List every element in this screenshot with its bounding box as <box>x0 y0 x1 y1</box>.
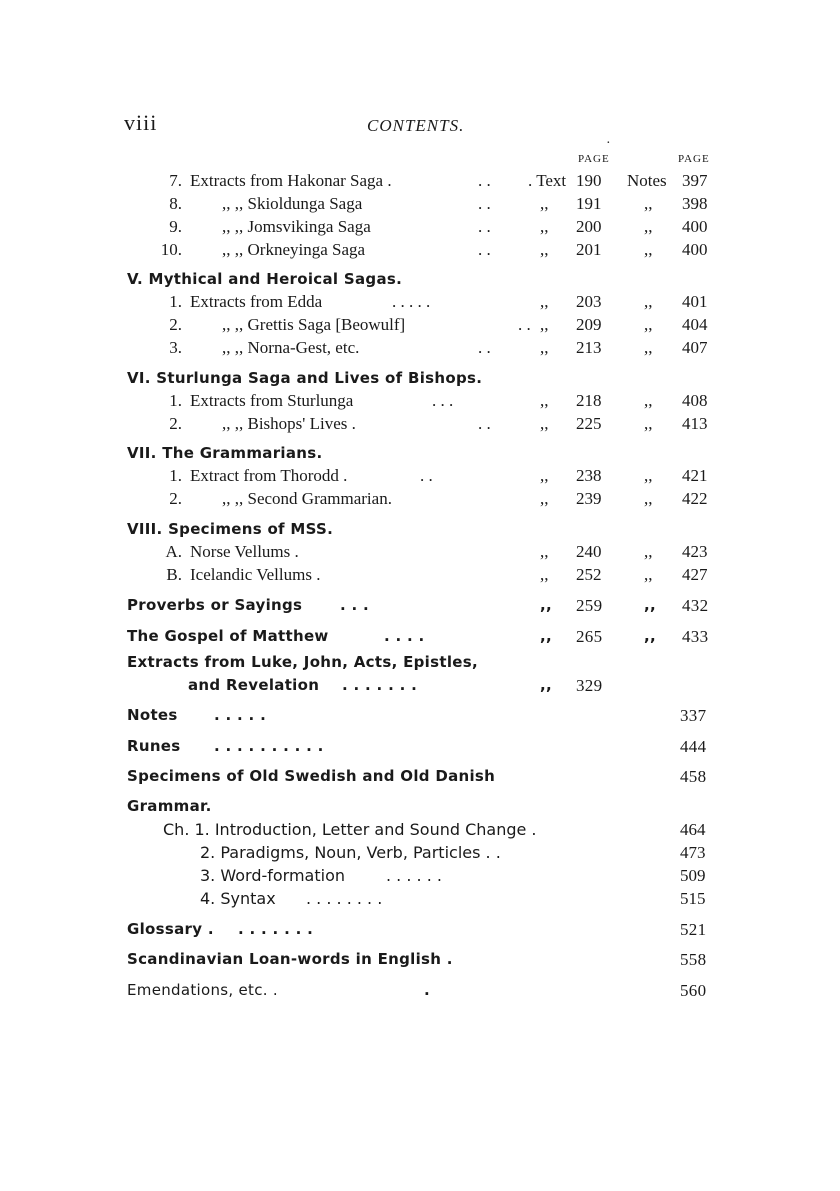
dot-leader: . . <box>518 315 531 334</box>
notes-page-number: 407 <box>682 338 708 357</box>
dot-leader: . . . . . <box>214 706 267 724</box>
ditto-mark: ,, <box>644 315 653 334</box>
toc-row <box>0 466 840 490</box>
ditto-mark: ,, <box>540 489 549 508</box>
dot-leader: . . <box>478 240 491 259</box>
text-page-number: 213 <box>576 338 602 357</box>
entry-number: 1. <box>169 391 182 410</box>
toc-row <box>0 171 840 195</box>
text-page-number: 218 <box>576 391 602 410</box>
entry-title: Extracts from Hakonar Saga . <box>190 171 392 190</box>
ditto-mark: ,, <box>644 542 653 561</box>
ditto-mark: ,, <box>644 391 653 410</box>
entry-title: Extracts from Luke, John, Acts, Epistles, <box>127 653 478 671</box>
page-number: 515 <box>680 889 706 908</box>
section-heading <box>0 444 840 468</box>
toc-row <box>0 843 840 867</box>
toc-row <box>0 820 840 844</box>
toc-row <box>0 315 840 339</box>
dot-leader: . . . . . . . <box>238 920 314 938</box>
ditto-mark: ,, <box>644 596 656 614</box>
text-page-number: 201 <box>576 240 602 259</box>
dot-leader: . . . <box>340 596 370 614</box>
ditto-mark: ,, <box>540 217 549 236</box>
toc-row <box>0 767 840 791</box>
ditto-mark: ,, <box>540 292 549 311</box>
dot-leader: . . <box>478 171 491 190</box>
text-page-number: 238 <box>576 466 602 485</box>
toc-row <box>0 889 840 913</box>
page-number: 458 <box>680 767 707 786</box>
dot-leader: . . . <box>432 391 454 410</box>
stray-mark: · <box>606 136 611 151</box>
toc-row <box>0 338 840 362</box>
notes-page-number: 397 <box>682 171 708 190</box>
notes-page-number: 427 <box>682 565 708 584</box>
entry-title: Norse Vellums . <box>190 542 299 561</box>
page-number: 521 <box>680 920 707 939</box>
dot-leader: . . <box>478 217 491 236</box>
ditto-mark: ,, <box>644 240 653 259</box>
entry-title: 2. Paradigms, Noun, Verb, Particles . . <box>200 843 501 862</box>
section-title: VIII. Specimens of MSS. <box>127 520 334 538</box>
ditto-mark: ,, <box>540 414 549 433</box>
text-page-number: 190 <box>576 171 602 190</box>
toc-row <box>0 866 840 890</box>
entry-title: Specimens of Old Swedish and Old Danish <box>127 767 496 785</box>
toc-row <box>0 194 840 218</box>
dot-leader: . . . . . <box>392 292 431 311</box>
ditto-mark: ,, <box>540 596 552 614</box>
toc-row <box>0 489 840 513</box>
notes-page-number: 422 <box>682 489 708 508</box>
page-number: 560 <box>680 981 707 1000</box>
ditto-mark: ,, <box>540 240 549 259</box>
ditto-mark: ,, <box>540 466 549 485</box>
notes-page-number: 433 <box>682 627 709 646</box>
ditto-mark: ,, <box>540 627 552 645</box>
notes-page-number: 398 <box>682 194 708 213</box>
section-heading <box>0 797 840 821</box>
ditto-mark: ,, <box>644 194 653 213</box>
ditto-mark: ,, <box>540 676 552 694</box>
notes-page-number: 423 <box>682 542 708 561</box>
entry-title: and Revelation <box>188 676 320 694</box>
section-title: Grammar. <box>127 797 212 815</box>
text-page-number: 203 <box>576 292 602 311</box>
entry-title: Proverbs or Sayings <box>127 596 303 614</box>
dot-leader: . . <box>478 194 491 213</box>
toc-row <box>0 737 840 761</box>
ditto-mark: ,, <box>644 338 653 357</box>
section-heading <box>0 520 840 544</box>
text-page-number: 259 <box>576 596 603 615</box>
ditto-mark: ,, <box>644 217 653 236</box>
entry-number: 10. <box>160 240 182 259</box>
notes-page-column-header: PAGE <box>678 153 710 165</box>
text-page-number: 191 <box>576 194 602 213</box>
text-page-number: 329 <box>576 676 603 695</box>
entry-title: 4. Syntax <box>200 889 276 908</box>
notes-page-number: 400 <box>682 217 708 236</box>
entry-title: Runes <box>127 737 181 755</box>
ditto-mark: ,, <box>540 315 549 334</box>
text-label: . Text <box>528 171 567 190</box>
entry-number: 2. <box>169 489 182 508</box>
entry-title: ,, ,, Grettis Saga [Beowulf] <box>222 315 406 334</box>
entry-number: 8. <box>169 194 182 213</box>
ditto-mark: ,, <box>540 542 549 561</box>
section-title: V. Mythical and Heroical Sagas. <box>127 270 403 288</box>
running-head: CONTENTS. <box>367 116 465 135</box>
dot-leader: . . . . . . <box>386 866 442 885</box>
toc-row <box>0 391 840 415</box>
ditto-mark: ,, <box>644 489 653 508</box>
dot-leader: . . . . . . . . . . <box>214 737 324 755</box>
entry-number: 3. <box>169 338 182 357</box>
notes-page-number: 408 <box>682 391 708 410</box>
page-number: 444 <box>680 737 707 756</box>
notes-page-number: 401 <box>682 292 708 311</box>
page-number: 464 <box>680 820 706 839</box>
ditto-mark: ,, <box>540 194 549 213</box>
toc-row <box>0 414 840 438</box>
section-title: VII. The Grammarians. <box>127 444 323 462</box>
toc-row <box>0 627 840 651</box>
entry-title: ,, ,, Second Grammarian. <box>222 489 392 508</box>
page-number: 509 <box>680 866 706 885</box>
dot-leader: . . . . <box>384 627 425 645</box>
entry-title: Notes <box>127 706 178 724</box>
entry-title: Emendations, etc. . <box>127 981 278 999</box>
entry-number: 1. <box>169 466 182 485</box>
dot-leader: . . . . . . . . <box>306 889 383 908</box>
entry-number: 2. <box>169 315 182 334</box>
entry-title: The Gospel of Matthew <box>127 627 329 645</box>
entry-title: Ch. 1. Introduction, Letter and Sound Change . <box>163 820 537 839</box>
entry-title: Extract from Thorodd . <box>190 466 348 485</box>
toc-row <box>0 706 840 730</box>
toc-row <box>0 565 840 589</box>
ditto-mark: ,, <box>644 466 653 485</box>
notes-page-number: 421 <box>682 466 708 485</box>
ditto-mark: ,, <box>540 338 549 357</box>
notes-page-number: 400 <box>682 240 708 259</box>
entry-number: A. <box>165 542 182 561</box>
dot-leader: . <box>424 981 430 999</box>
toc-row <box>0 920 840 944</box>
toc-row <box>0 981 840 1005</box>
notes-label: Notes <box>627 171 667 190</box>
ditto-mark: ,, <box>644 414 653 433</box>
ditto-mark: ,, <box>540 391 549 410</box>
entry-number: 9. <box>169 217 182 236</box>
page-number: 473 <box>680 843 706 862</box>
entry-title: Extracts from Edda <box>190 292 323 311</box>
entry-title: Scandinavian Loan-words in English . <box>127 950 453 968</box>
toc-row <box>0 292 840 316</box>
toc-row <box>0 653 840 677</box>
text-page-column-header: PAGE <box>578 153 610 165</box>
entry-number: B. <box>166 565 182 584</box>
toc-row <box>0 950 840 974</box>
entry-title: ,, ,, Norna-Gest, etc. <box>222 338 360 357</box>
notes-page-number: 432 <box>682 596 709 615</box>
text-page-number: 265 <box>576 627 603 646</box>
page-number: 337 <box>680 706 707 725</box>
entry-title: ,, ,, Skioldunga Saga <box>222 194 363 213</box>
entry-title: ,, ,, Bishops' Lives . <box>222 414 356 433</box>
entry-title: Extracts from Sturlunga <box>190 391 354 410</box>
toc-row <box>0 542 840 566</box>
entry-title: Glossary . <box>127 920 214 938</box>
text-page-number: 252 <box>576 565 602 584</box>
section-heading <box>0 270 840 294</box>
entry-title: 3. Word-formation <box>200 866 346 885</box>
text-page-number: 239 <box>576 489 602 508</box>
page-number: 558 <box>680 950 707 969</box>
section-heading <box>0 369 840 393</box>
notes-page-number: 404 <box>682 315 708 334</box>
toc-row <box>0 217 840 241</box>
toc-row <box>0 240 840 264</box>
dot-leader: . . <box>478 414 491 433</box>
notes-page-number: 413 <box>682 414 708 433</box>
text-page-number: 200 <box>576 217 602 236</box>
ditto-mark: ,, <box>644 565 653 584</box>
dot-leader: . . <box>478 338 491 357</box>
entry-title: Icelandic Vellums . <box>190 565 321 584</box>
page-folio: viii <box>124 110 158 135</box>
toc-row <box>0 596 840 620</box>
entry-title: ,, ,, Jomsvikinga Saga <box>222 217 371 236</box>
text-page-number: 209 <box>576 315 602 334</box>
ditto-mark: ,, <box>644 292 653 311</box>
entry-number: 2. <box>169 414 182 433</box>
text-page-number: 225 <box>576 414 602 433</box>
section-title: VI. Sturlunga Saga and Lives of Bishops. <box>127 369 483 387</box>
text-page-number: 240 <box>576 542 602 561</box>
ditto-mark: ,, <box>540 565 549 584</box>
entry-number: 1. <box>169 292 182 311</box>
entry-title: ,, ,, Orkneyinga Saga <box>222 240 366 259</box>
dot-leader: . . . . . . . <box>342 676 418 694</box>
toc-row <box>0 676 840 700</box>
ditto-mark: ,, <box>644 627 656 645</box>
dot-leader: . . <box>420 466 433 485</box>
entry-number: 7. <box>169 171 182 190</box>
